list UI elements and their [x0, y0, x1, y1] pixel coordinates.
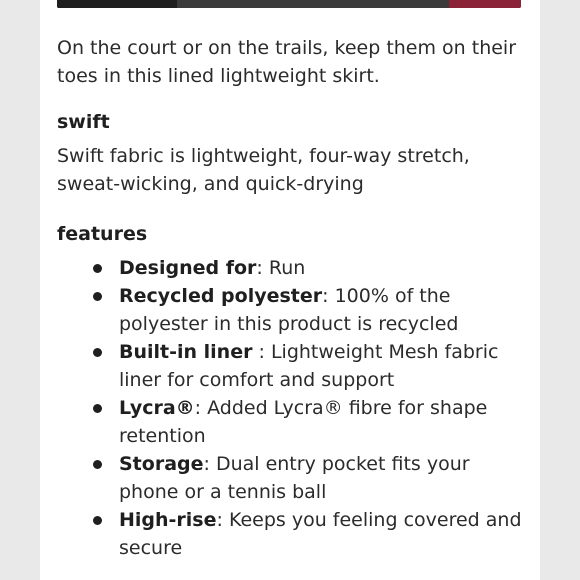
bullet-icon [93, 516, 102, 525]
intro-text: On the court or on the trails, keep them on their toes in this lined lightweight skirt. [57, 37, 517, 87]
feature-text: : 100% of the polyester in this product is recycled [119, 285, 459, 335]
list-item [119, 394, 527, 450]
feature-label: Recycled polyester [119, 285, 323, 307]
swift-heading: swift [57, 111, 110, 133]
feature-label: Lycra® [119, 397, 195, 419]
tab-segment-middle[interactable] [177, 0, 449, 8]
feature-text: : Added Lycra® fibre for shape retention [119, 397, 488, 447]
features-list [57, 254, 527, 562]
list-item [119, 450, 527, 506]
feature-text: : Lightweight Mesh fabric liner for comfort and support [119, 341, 499, 391]
features-heading: features [57, 223, 148, 245]
product-description [57, 34, 527, 562]
list-item [119, 282, 527, 338]
product-details-card [40, 0, 540, 580]
tab-segment-left[interactable] [57, 0, 177, 8]
list-item [119, 506, 527, 562]
bullet-icon [93, 292, 102, 301]
feature-label: Storage [119, 453, 204, 475]
feature-text: : Dual entry pocket fits your phone or a tennis ball [119, 453, 470, 503]
feature-text: : Run [256, 257, 306, 279]
feature-label: Built-in liner [119, 341, 253, 363]
feature-text: : Keeps you feeling covered and secure [119, 509, 522, 559]
list-item [119, 338, 527, 394]
feature-label: Designed for [119, 257, 257, 279]
list-item [119, 254, 527, 282]
bullet-icon [93, 264, 102, 273]
swift-description: Swift fabric is lightweight, four-way stretch, sweat-wicking, and quick-drying [57, 145, 470, 195]
top-tab-bar[interactable] [57, 0, 521, 8]
feature-label: High-rise [119, 509, 217, 531]
bullet-icon [93, 404, 102, 413]
tab-segment-right[interactable] [449, 0, 521, 8]
bullet-icon [93, 348, 102, 357]
bullet-icon [93, 460, 102, 469]
